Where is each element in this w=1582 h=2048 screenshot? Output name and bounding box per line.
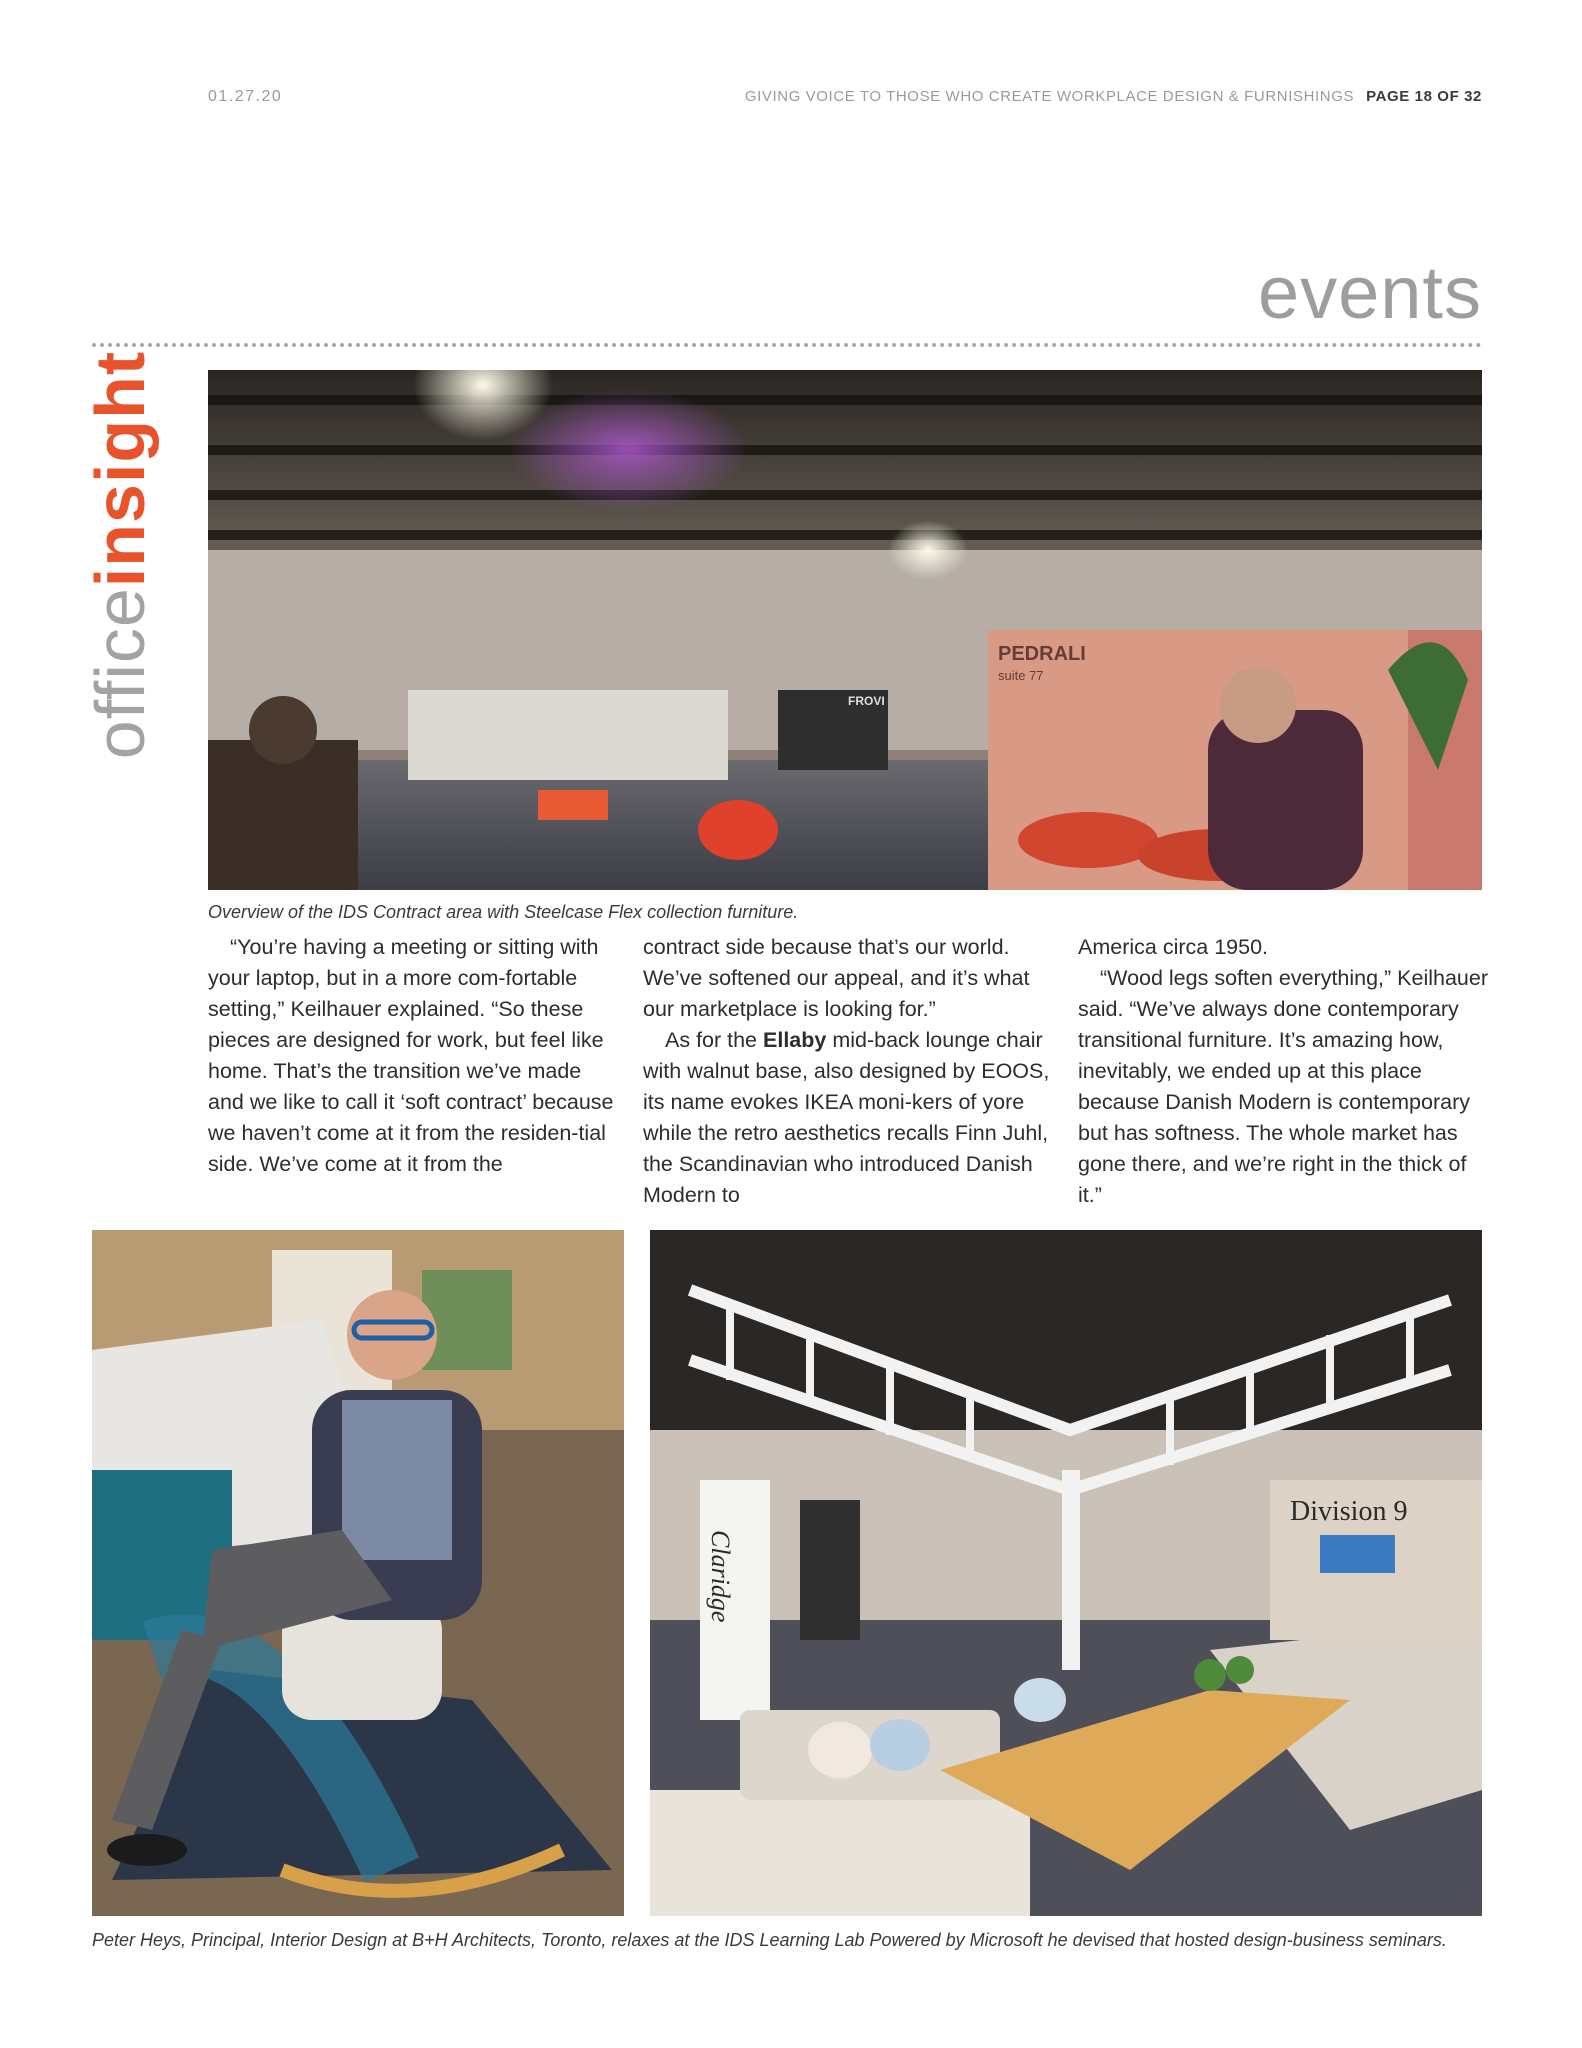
pedrali-sign: PEDRALI — [998, 643, 1086, 665]
photo-peter-heys-rocking-chair — [92, 1230, 624, 1916]
suite-sign: suite 77 — [998, 668, 1044, 683]
frovi-sign: FROVI — [848, 694, 885, 708]
division9-sign: Division 9 — [1290, 1496, 1408, 1527]
article-column-3 — [1078, 932, 1488, 1211]
issue-date: 01.27.20 — [208, 88, 283, 105]
section-title: events — [1257, 251, 1482, 334]
dotted-divider — [92, 343, 1482, 347]
text-run: As for the — [665, 1028, 763, 1052]
photo-ids-contract-overview — [208, 370, 1482, 890]
article-paragraph: contract side because that’s our world. We’ve softened our appeal, and it’s what our marketplace is looking for.” — [643, 935, 1030, 1021]
photo-caption-top: Overview of the IDS Contract area with Steelcase Flex collection furniture. — [208, 902, 799, 922]
header-tagline — [745, 88, 1482, 105]
article-column-2 — [643, 932, 1053, 1211]
article-paragraph: “Wood legs soften everything,” Keilhauer said. “We’ve always done contemporary transitional furniture. It’s amazing how, inevitably, we ended up at this place because Danish Modern is contemporary but has softness. The whole market has gone there, and we’re right in the thick of it.” — [1078, 966, 1489, 1207]
tagline-text: GIVING VOICE TO THOSE WHO CREATE WORKPLACE DESIGN & FURNISHINGS — [744, 88, 1355, 105]
brand-logo — [81, 350, 159, 760]
product-name-ellaby: Ellaby — [763, 1028, 827, 1052]
article-column-1 — [208, 932, 618, 1180]
article-paragraph: America circa 1950. — [1078, 935, 1268, 959]
article-paragraph: “You’re having a meeting or sitting with your laptop, but in a more com-fortable setting,” Keilhauer explained. “So these pieces are designed for work, but feel like home. That’s the transition we’ve made and we like to call it ‘soft contract’ because we haven’t come at it from the residen-tial side. We’ve come at it from the — [208, 935, 614, 1176]
article-paragraph — [643, 1025, 1053, 1211]
text-run: mid-back lounge chair with walnut base, also designed by EOOS, its name evokes IKEA moni-kers of yore while the retro aesthetics recalls Finn Juhl, the Scandinavian who introduced Danish Modern to — [643, 1028, 1050, 1207]
photo-ids-learning-lab — [650, 1230, 1482, 1916]
page-number: PAGE 18 OF 32 — [1366, 88, 1482, 105]
claridge-sign: Claridge — [706, 1530, 735, 1623]
brand-insight: insight — [81, 350, 159, 588]
photo-caption-bottom: Peter Heys, Principal, Interior Design at B+H Architects, Toronto, relaxes at the IDS Learning Lab Powered by Microsoft he devised that hosted design-business seminars. — [92, 1930, 1447, 1950]
brand-office: office — [81, 587, 159, 760]
